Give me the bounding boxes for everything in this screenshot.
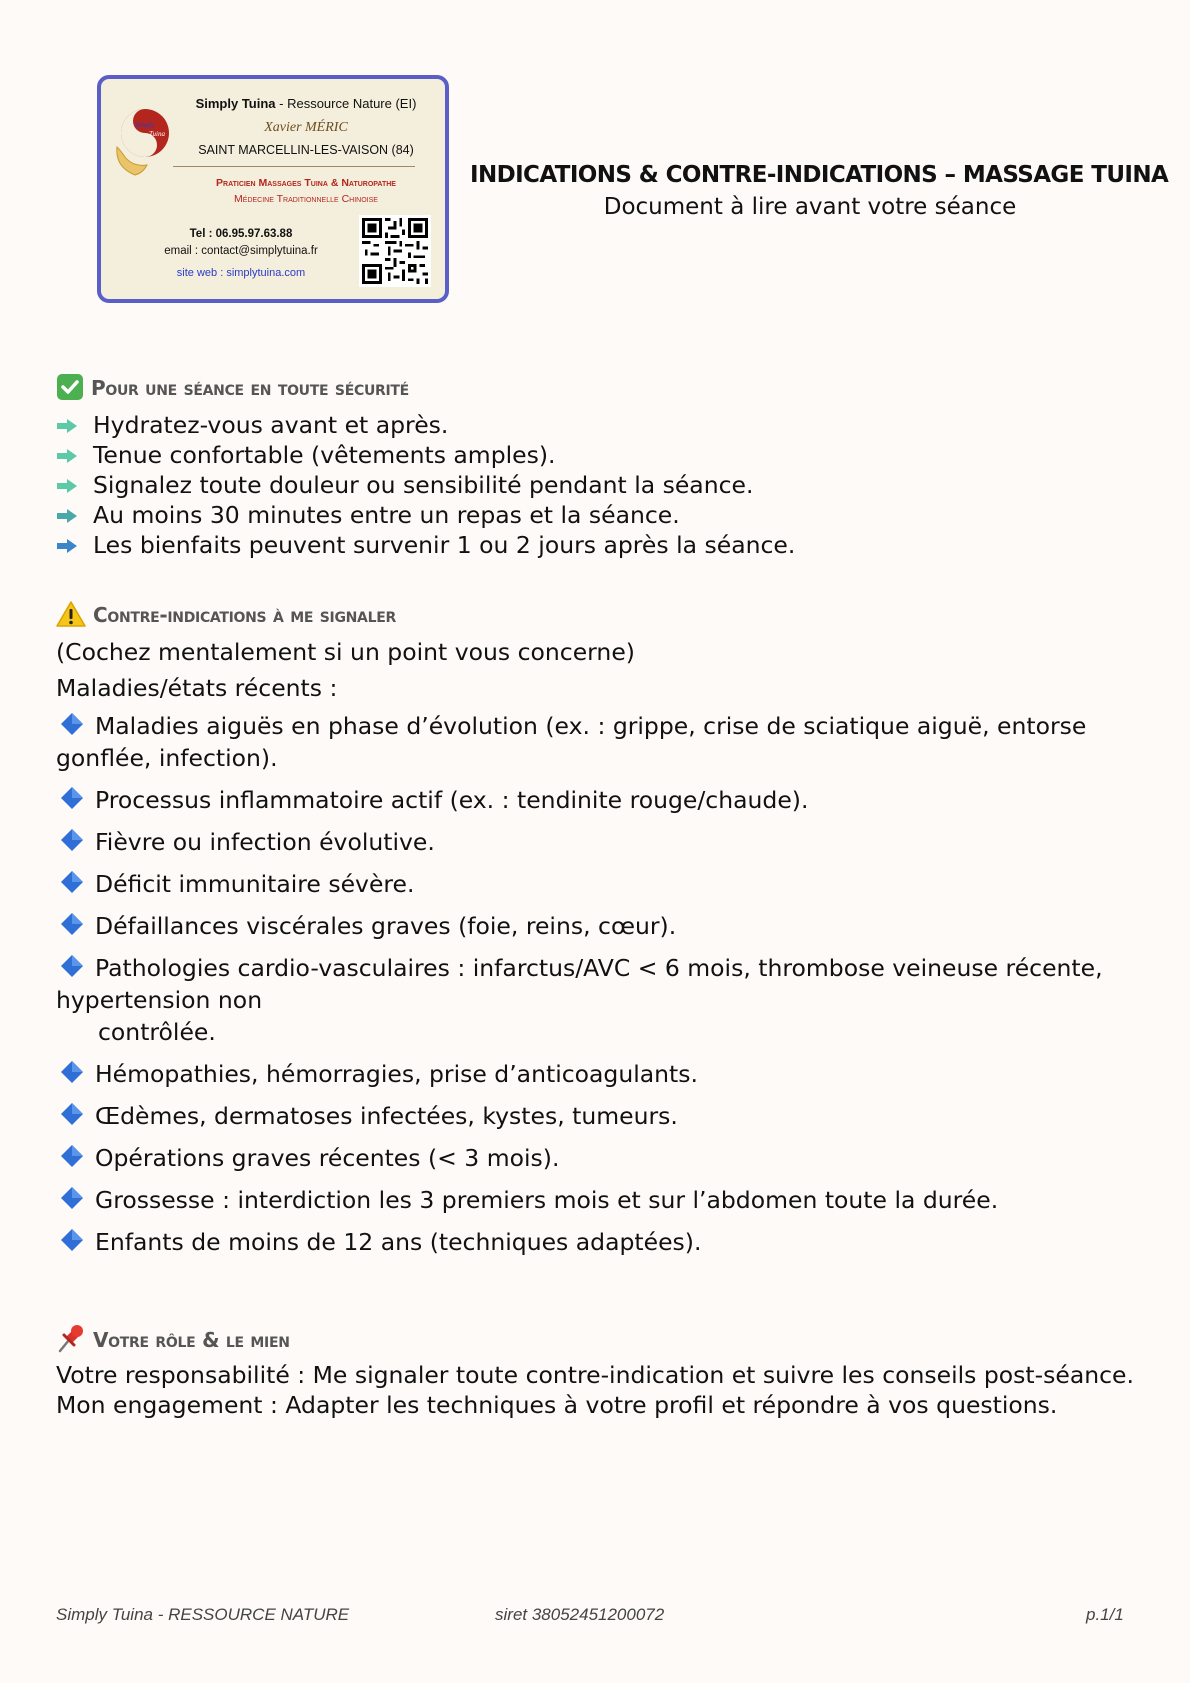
list-item [56,500,795,530]
logo-text-2: Tuina [149,130,165,138]
contra-item-text: Défaillances viscérales graves (foie, reins, cœur). [95,912,677,940]
footer-company: Simply Tuina - RESSOURCE NATURE [56,1605,350,1624]
contra-list [56,710,1136,1268]
card-email: email : contact@simplytuina.fr [164,245,318,257]
list-item [56,1100,1136,1132]
list-item [56,826,1136,858]
yin-yang-logo [113,103,173,179]
card-website: site web : simplytuina.com [176,267,306,279]
contra-item-text: Déficit immunitaire sévère. [95,870,415,898]
list-item [56,410,795,440]
contra-section-title [56,600,396,633]
blue-diamond-icon [60,712,84,736]
list-item [56,530,795,560]
safety-item-text: Signalez toute douleur ou sensibilité pendant la séance. [93,471,754,499]
contra-item-text: Fièvre ou infection évolutive. [95,828,435,856]
list-item [56,868,1136,900]
blue-diamond-icon [60,786,84,810]
blue-diamond-icon [60,1144,84,1168]
safety-item-text: Au moins 30 minutes entre un repas et la séance. [93,501,680,529]
list-item [56,1226,1136,1258]
contra-item-text: Pathologies cardio-vasculaires : infarctus/AVC < 6 mois, thrombose veineuse récente, hypertension non [56,954,1103,1014]
commitment-line: Mon engagement : Adapter les techniques à votre profil et répondre à vos questions. [56,1391,1058,1419]
list-item [56,784,1136,816]
blue-diamond-icon [60,1060,84,1084]
safety-item-text: Hydratez-vous avant et après. [93,411,449,439]
safety-section-title [56,373,409,406]
business-card [97,75,449,303]
card-company-type: - Ressource Nature (EI) [275,96,417,111]
blue-diamond-icon [60,870,84,894]
role-title-text: Votre rôle & le mien [93,1328,290,1352]
safety-title-text: Pour une séance en toute sécurité [91,376,409,400]
contra-item-text: Œdèmes, dermatoses infectées, kystes, tumeurs. [95,1102,678,1130]
list-item [56,470,795,500]
safety-item-text: Les bienfaits peuvent survenir 1 ou 2 jours après la séance. [93,531,796,559]
safety-list [56,410,795,560]
list-item [56,1058,1136,1090]
card-divider [173,166,415,167]
contra-item-text: Hémopathies, hémorragies, prise d’anticoagulants. [95,1060,698,1088]
responsibility-line: Votre responsabilité : Me signaler toute contre-indication et suivre les conseils post-séance. [56,1361,1134,1389]
contra-item-text: Opérations graves récentes (< 3 mois). [95,1144,560,1172]
contra-item-text: Grossesse : interdiction les 3 premiers mois et sur l’abdomen toute la durée. [95,1186,999,1214]
qr-code [359,215,431,287]
list-item [56,952,1136,1048]
arrow-right-icon [56,418,78,434]
contra-note: (Cochez mentalement si un point vous concerne) [56,638,635,666]
blue-diamond-icon [60,1102,84,1126]
list-item [56,440,795,470]
contra-title-text: Contre-indications à me signaler [93,603,396,627]
contra-item-text: Processus inflammatoire actif (ex. : tendinite rouge/chaude). [95,786,809,814]
card-address: SAINT MARCELLIN-LES-VAISON (84) [198,143,414,157]
list-item [56,1142,1136,1174]
blue-diamond-icon [60,954,84,978]
list-item [56,1184,1136,1216]
role-text [56,1360,1136,1420]
blue-diamond-icon [60,1186,84,1210]
check-mark-icon [56,373,84,406]
safety-item-text: Tenue confortable (vêtements amples). [93,441,556,469]
arrow-right-icon [56,538,78,554]
document-subtitle: Document à lire avant votre séance [603,194,1017,220]
card-company-name: Simply Tuina [195,96,276,111]
card-role-2: Médecine Traditionnelle Chinoise [234,193,378,205]
document-title: INDICATIONS & CONTRE-INDICATIONS – MASSAGE TUINA [470,162,1169,188]
pushpin-icon [56,1323,86,1358]
contra-item-continuation: contrôlée. [98,1018,216,1046]
warning-icon [56,600,86,633]
contra-item-text: Enfants de moins de 12 ans (techniques adaptées). [95,1228,702,1256]
footer-page-number: p.1/1 [1086,1605,1124,1624]
blue-diamond-icon [60,1228,84,1252]
footer-siret: siret 38052451200072 [495,1605,665,1624]
card-phone: Tel : 06.95.97.63.88 [189,228,293,240]
arrow-right-icon [56,508,78,524]
list-item [56,710,1136,774]
arrow-right-icon [56,448,78,464]
logo-text-1: Simply [135,121,155,129]
contra-intro: Maladies/états récents : [56,674,338,702]
blue-diamond-icon [60,828,84,852]
list-item [56,910,1136,942]
card-person-name: Xavier MÉRIC [264,120,348,135]
arrow-right-icon [56,478,78,494]
blue-diamond-icon [60,912,84,936]
contra-item-text: Maladies aiguës en phase d’évolution (ex. : grippe, crise de sciatique aiguë, entorse gonflée, infection). [56,712,1087,772]
role-section-title [56,1323,290,1358]
card-company [161,96,449,111]
card-role-1: Praticien Massages Tuina & Naturopathe [216,177,396,189]
